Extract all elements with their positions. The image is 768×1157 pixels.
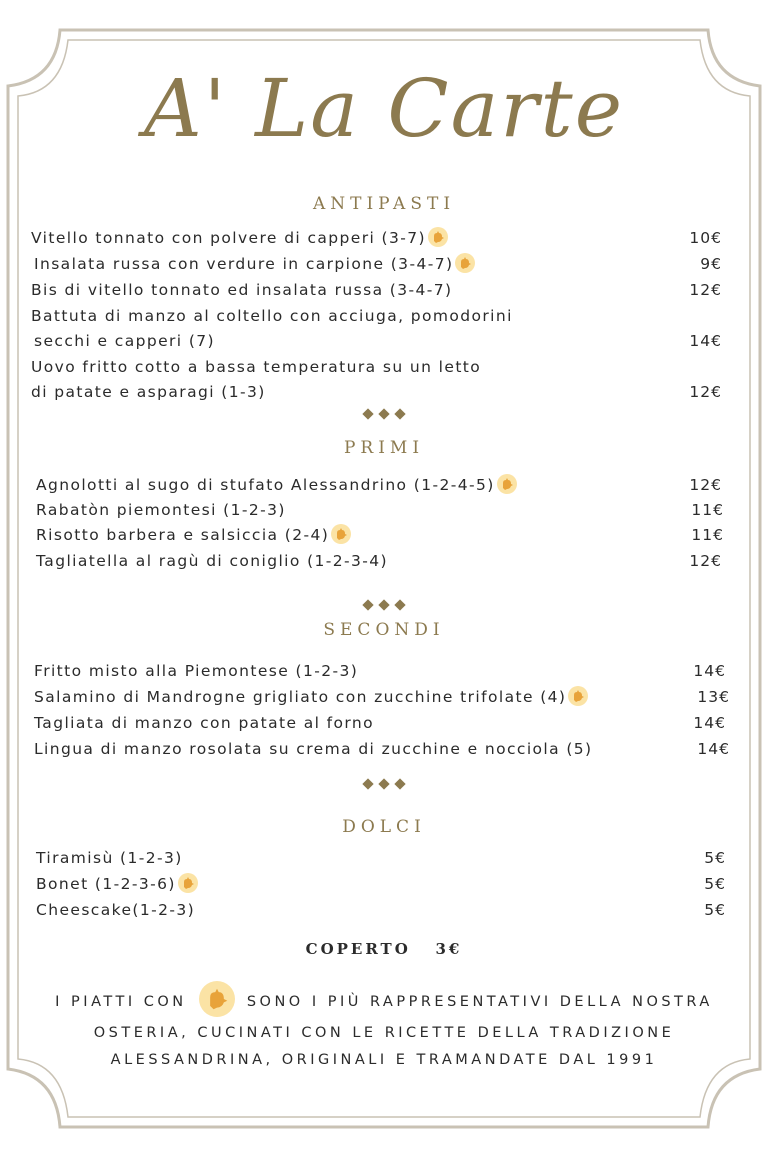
menu-item: Tagliata di manzo con patate al forno bbox=[34, 714, 374, 732]
menu-item-price: 14€ bbox=[693, 714, 726, 732]
menu-item-price: 14€ bbox=[689, 332, 722, 350]
menu-item: Tagliatella al ragù di coniglio (1-2-3-4) bbox=[36, 552, 388, 570]
menu-item: Bis di vitello tonnato ed insalata russa (3-4-7) bbox=[31, 281, 453, 299]
menu-item: Insalata russa con verdure in carpione (3-4-7) bbox=[34, 254, 475, 275]
menu-item-price: 12€ bbox=[689, 476, 722, 494]
section-divider bbox=[0, 594, 768, 613]
menu-item: Risotto barbera e salsiccia (2-4) bbox=[36, 525, 351, 546]
menu-item: Fritto misto alla Piemontese (1-2-3) bbox=[34, 662, 359, 680]
rooster-icon bbox=[199, 981, 235, 1017]
section-divider bbox=[0, 403, 768, 422]
rooster-icon bbox=[455, 253, 475, 273]
menu-item: Salamino di Mandrogne grigliato con zucchine trifolate (4) bbox=[34, 687, 588, 708]
section-title-secondi: SECONDI bbox=[323, 620, 445, 640]
signature-note: I PIATTI CON SONO I PIÙ RAPPRESENTATIVI DELLA NOSTRA OSTERIA, CUCINATI CON LE RICETTE DELLA TRADIZIONE ALESSANDRINA, ORIGINALI E TRAMANDATE DAL 1991 bbox=[40, 984, 728, 1074]
menu-item-price: 5€ bbox=[704, 875, 726, 893]
menu-item: Lingua di manzo rosolata su crema di zucchine e nocciola (5) bbox=[34, 740, 593, 758]
rooster-icon bbox=[428, 227, 448, 247]
menu-item-price: 9€ bbox=[700, 255, 722, 273]
menu-item-continued: di patate e asparagi (1-3) bbox=[31, 383, 266, 401]
menu-item: Vitello tonnato con polvere di capperi (3-7) bbox=[31, 228, 448, 249]
menu-item-price: 11€ bbox=[691, 526, 724, 544]
rooster-icon bbox=[568, 686, 588, 706]
rooster-icon bbox=[178, 873, 198, 893]
rooster-icon bbox=[331, 524, 351, 544]
menu-item-price: 13€ bbox=[697, 688, 730, 706]
menu-item: Bonet (1-2-3-6) bbox=[36, 874, 198, 895]
section-title-primi: PRIMI bbox=[343, 438, 425, 458]
menu-item-price: 11€ bbox=[691, 501, 724, 519]
menu-item: Battuta di manzo al coltello con acciuga, pomodorini bbox=[31, 307, 513, 325]
menu-item-continued: secchi e capperi (7) bbox=[34, 332, 215, 350]
menu-item-price: 12€ bbox=[689, 383, 722, 401]
rooster-icon bbox=[497, 474, 517, 494]
menu-item: Uovo fritto cotto a bassa temperatura su un letto bbox=[31, 358, 482, 376]
menu-item-price: 14€ bbox=[693, 662, 726, 680]
menu-item: Rabatòn piemontesi (1-2-3) bbox=[36, 501, 286, 519]
menu-item-price: 14€ bbox=[697, 740, 730, 758]
menu-item: Agnolotti al sugo di stufato Alessandrino (1-2-4-5) bbox=[36, 475, 517, 496]
section-title-antipasti: ANTIPASTI bbox=[312, 194, 456, 214]
section-divider bbox=[0, 773, 768, 792]
menu-title: A' La Carte bbox=[143, 62, 625, 155]
menu-item: Cheescake(1-2-3) bbox=[36, 901, 196, 919]
menu-item-price: 10€ bbox=[689, 229, 722, 247]
menu-item-price: 5€ bbox=[704, 901, 726, 919]
section-title-dolci: DOLCI bbox=[342, 817, 426, 837]
menu-item: Tiramisù (1-2-3) bbox=[36, 849, 183, 867]
menu-item-price: 5€ bbox=[704, 849, 726, 867]
menu-item-price: 12€ bbox=[689, 281, 722, 299]
coperto-charge: COPERTO 3€ bbox=[305, 940, 463, 958]
menu-item-price: 12€ bbox=[689, 552, 722, 570]
